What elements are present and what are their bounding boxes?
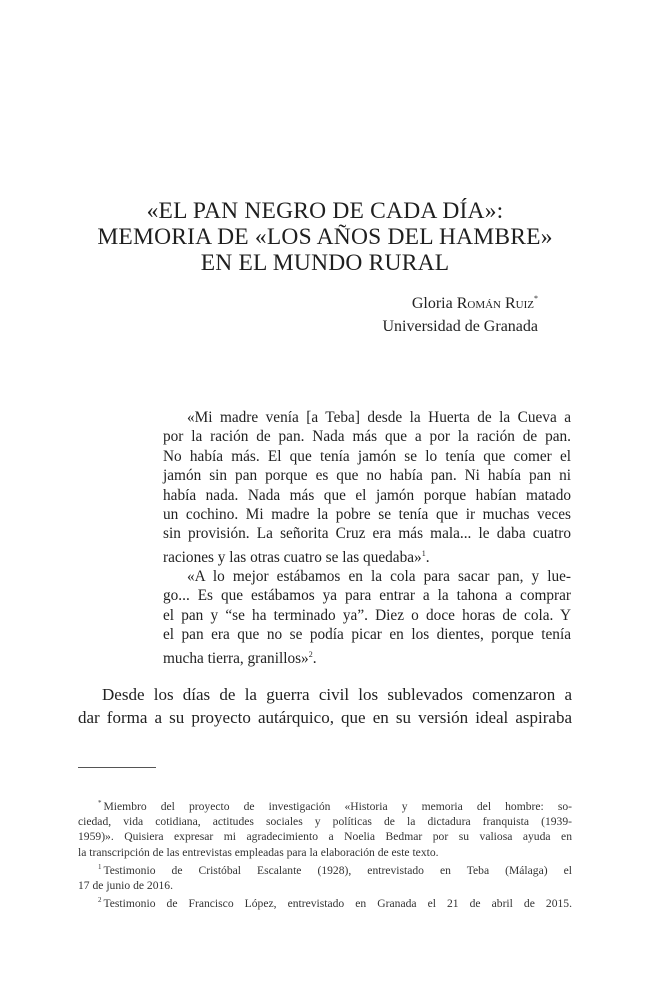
title-line-1: «EL PAN NEGRO DE CADA DÍA»: <box>146 198 504 224</box>
author-first-name: Gloria <box>411 295 453 312</box>
title-line-2: MEMORIA DE «LOS AÑOS DEL HAMBRE» <box>97 224 553 250</box>
author-name <box>383 287 539 315</box>
quote-text: raciones y las otras cuatro se las quedaba» <box>163 548 422 566</box>
body-line: dar forma a su proyecto autárquico, que en su versión ideal aspiraba <box>78 708 572 727</box>
footnote-line: ciedad, vida cotidiana, actitudes sociales y políticas de la dictadura franquista (1939- <box>78 815 572 829</box>
footnote-text: Testimonio de Francisco López, entrevistado en Granada el 21 de abril de 2015. <box>103 897 572 911</box>
body-paragraph <box>78 683 572 729</box>
quote-line: sin provisión. La señorita Cruz era más mala... le daba cuatro <box>163 525 571 543</box>
quote-line: go... Es que estábamos ya para entrar a la tahona a comprar <box>163 587 571 605</box>
quote-line: un cochino. Mi madre la pobre se tenía que ir muchas veces <box>163 506 571 524</box>
quote-line: había nada. Nada más que el jamón porque habían matado <box>163 486 571 504</box>
quote-line: No había más. El que tenía jamón se lo tenía que comer el <box>163 447 571 465</box>
footnote-1-marker: 1 <box>98 862 102 871</box>
author-footnote-marker: * <box>534 294 538 303</box>
article-title <box>70 198 580 276</box>
footnote-2-marker: 2 <box>98 896 102 905</box>
footnote-star-line <box>78 796 572 814</box>
quote-line-last <box>163 645 571 668</box>
epigraph-quote-1 <box>163 408 571 567</box>
footnote-line: la transcripción de las entrevistas empleadas para la elaboración de este texto. <box>78 845 439 859</box>
footnotes <box>78 796 572 911</box>
epigraph-quote-2 <box>163 567 571 668</box>
author-surname: Román Ruiz <box>456 295 534 312</box>
quote-line-last <box>163 544 571 567</box>
footnote-ref-2: 2 <box>308 649 313 659</box>
quote-end-punct: . <box>425 548 430 566</box>
footnote-1-line <box>78 860 572 878</box>
author-affiliation: Universidad de Granada <box>382 318 538 335</box>
footnote-2-line <box>78 893 572 911</box>
footnote-line: 17 de junio de 2016. <box>78 879 173 893</box>
author-block <box>383 287 539 338</box>
body-line: Desde los días de la guerra civil los sublevados comenzaron a <box>102 685 572 704</box>
quote-line: por la ración de pan. Nada más que a por la ración de pan. <box>163 428 571 446</box>
quote-line: «A lo mejor estábamos en la cola para sacar pan, y lue- <box>187 568 571 585</box>
quote-end-punct: . <box>312 649 317 667</box>
quote-line: el pan y “se ha terminado ya”. Diez o doce horas de cola. Y <box>163 606 571 624</box>
quote-line: jamón sin pan porque es que no había pan. Ni había pan ni <box>163 467 571 485</box>
footnote-text: Testimonio de Cristóbal Escalante (1928), entrevistado en Teba (Málaga) el <box>103 863 572 877</box>
title-line-3: EN EL MUNDO RURAL <box>200 250 450 276</box>
quote-line: «Mi madre venía [a Teba] desde la Huerta de la Cueva a <box>187 409 571 426</box>
footnote-star-marker: * <box>98 799 102 807</box>
footnote-line: 1959)». Quisiera expresar mi agradecimiento a Noelia Bedmar por su valiosa ayuda en <box>78 830 572 844</box>
footnote-separator <box>78 767 156 768</box>
quote-line: el pan era que no se podía picar en los dientes, porque tenía <box>163 626 571 644</box>
footnote-ref-1: 1 <box>421 548 426 558</box>
quote-text: mucha tierra, granillos» <box>163 649 309 667</box>
footnote-text: Miembro del proyecto de investigación «Historia y memoria del hombre: so- <box>103 800 572 813</box>
